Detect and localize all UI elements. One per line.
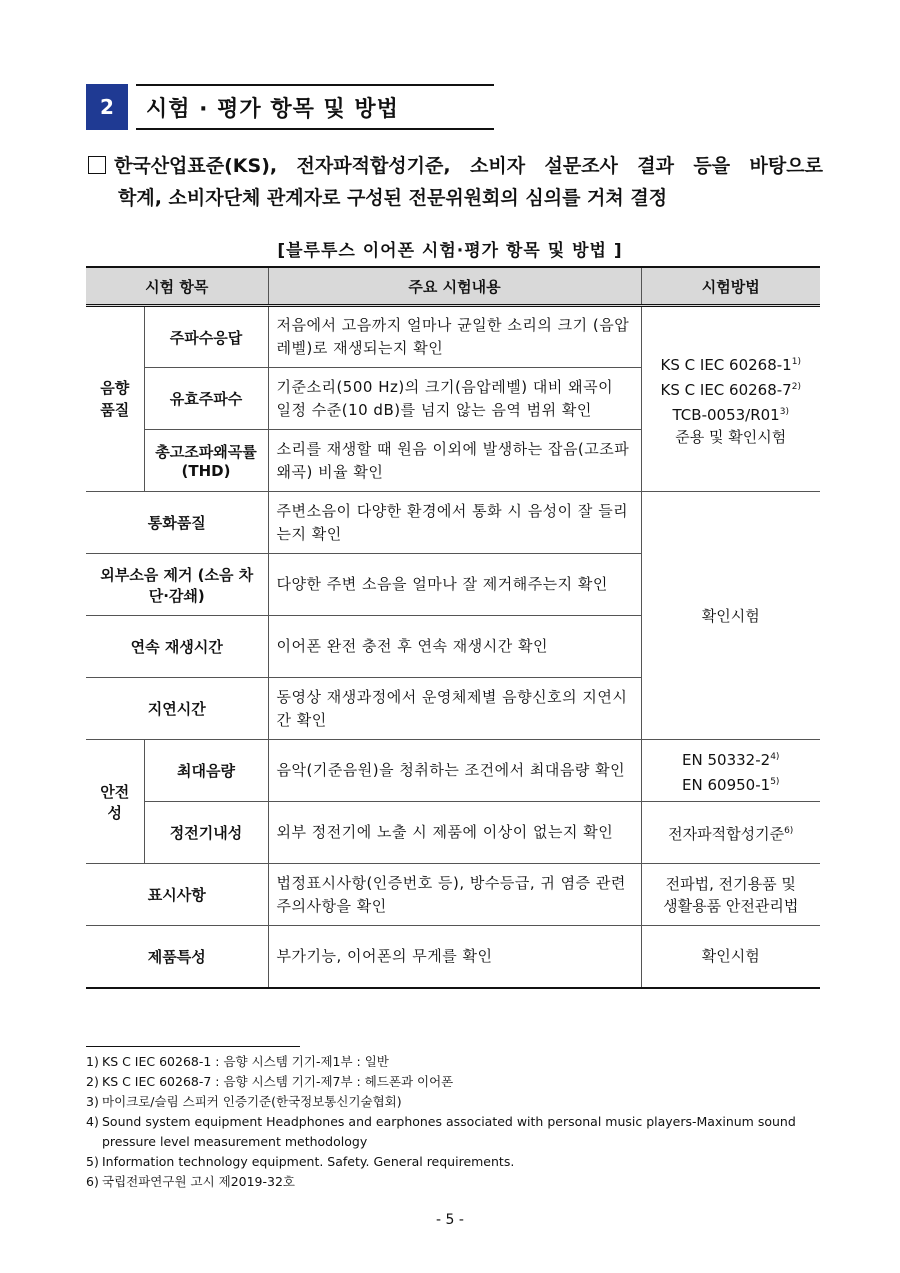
table-row: [86, 492, 820, 554]
row-item: 표시사항: [86, 864, 268, 926]
row-item: 유효주파수: [144, 368, 268, 430]
header-test-method: 시험방법: [641, 267, 820, 306]
section-title-box: [136, 84, 494, 130]
row-content: 음악(기준음원)을 청취하는 조건에서 최대음량 확인: [268, 740, 641, 802]
section-header: [86, 84, 494, 130]
table-row: [86, 926, 820, 988]
intro-paragraph: [88, 150, 823, 214]
row-item: 총고조파왜곡률 (THD): [144, 430, 268, 492]
row-item: 제품특성: [86, 926, 268, 988]
row-item: 외부소음 제거 (소음 차단·감쇄): [86, 554, 268, 616]
table-header-row: [86, 267, 820, 306]
page-number: - 5 -: [436, 1212, 464, 1228]
footnotes: [86, 1052, 820, 1192]
method-confirm-test: 확인시험: [641, 492, 820, 740]
table-caption: [블루투스 이어폰 시험·평가 항목 및 방법 ]: [277, 241, 623, 261]
row-item: 최대음량: [144, 740, 268, 802]
row-content: 다양한 주변 소음을 얼마나 잘 제거해주는지 확인: [268, 554, 641, 616]
footnote: 4) Sound system equipment Headphones and earphones associated with personal music players-Maxinum sound pressure level measurement methodology: [86, 1114, 796, 1149]
header-main-content: 주요 시험내용: [268, 267, 641, 306]
row-content: 동영상 재생과정에서 운영체제별 음향신호의 지연시간 확인: [268, 678, 641, 740]
footnote: 5) Information technology equipment. Safety. General requirements.: [86, 1154, 515, 1169]
footnote-divider: [86, 1046, 300, 1047]
row-content: 법정표시사항(인증번호 등), 방수등급, 귀 염증 관련 주의사항을 확인: [268, 864, 641, 926]
row-content: 외부 정전기에 노출 시 제품에 이상이 없는지 확인: [268, 802, 641, 864]
method-max-volume: EN 50332-2$^{4)}$ EN 60950-1$^{5)}$: [641, 740, 820, 802]
row-item: 연속 재생시간: [86, 616, 268, 678]
header-test-item: 시험 항목: [86, 267, 268, 306]
paragraph-line-1: [88, 150, 823, 182]
row-item: 통화품질: [86, 492, 268, 554]
footnote: 6) 국립전파연구원 고시 제2019-32호: [86, 1174, 296, 1189]
method-labeling: 전파법, 전기용품 및 생활용품 안전관리법: [641, 864, 820, 926]
table-row: [86, 740, 820, 802]
paragraph-word: 바탕으로: [749, 155, 823, 177]
group-sound-quality: 음향 품질: [86, 306, 144, 492]
table-row: [86, 306, 820, 368]
method-esd: 전자파적합성기준$^{6)}$: [641, 802, 820, 864]
footnote: 1) KS C IEC 60268-1 : 음향 시스템 기기-제1부 : 일반: [86, 1054, 389, 1069]
method-product-features: 확인시험: [641, 926, 820, 988]
table-row: [86, 802, 820, 864]
row-item: 정전기내성: [144, 802, 268, 864]
paragraph-word: 소비자: [470, 155, 526, 177]
row-content: 소리를 재생할 때 원음 이외에 발생하는 잡음(고조파 왜곡) 비율 확인: [268, 430, 641, 492]
checkbox-icon: [88, 156, 106, 174]
row-content: 부가기능, 이어폰의 무게를 확인: [268, 926, 641, 988]
footnote: 3) 마이크로/슬림 스피커 인증기준(한국정보통신기술협회): [86, 1094, 402, 1109]
row-content: 이어폰 완전 충전 후 연속 재생시간 확인: [268, 616, 641, 678]
footnote: 2) KS C IEC 60268-7 : 음향 시스템 기기-제7부 : 헤드폰과 이어폰: [86, 1074, 454, 1089]
test-method-table: [86, 266, 820, 989]
method-sound-quality: KS C IEC 60268-1$^{1)}$ KS C IEC 60268-7$^{2)}$ TCB-0053/R01$^{3)}$ 준용 및 확인시험: [641, 306, 820, 492]
table-row: [86, 864, 820, 926]
section-title: 시험 · 평가 항목 및 방법: [146, 96, 399, 122]
row-item: 지연시간: [86, 678, 268, 740]
row-content: 저음에서 고음까지 얼마나 균일한 소리의 크기 (음압레벨)로 재생되는지 확인: [268, 306, 641, 368]
paragraph-word: 설문조사: [544, 155, 618, 177]
section-number: 2: [86, 84, 128, 130]
checkbox-bullet: 한국산업표준(KS),: [88, 150, 277, 182]
paragraph-word: 등을: [693, 155, 731, 177]
paragraph-line-2: 학계, 소비자단체 관계자로 구성된 전문위원회의 심의를 거쳐 결정: [118, 187, 668, 209]
row-item: 주파수응답: [144, 306, 268, 368]
group-safety: 안전성: [86, 740, 144, 864]
row-content: 기준소리(500 Hz)의 크기(음압레벨) 대비 왜곡이 일정 수준(10 dB)를 넘지 않는 음역 범위 확인: [268, 368, 641, 430]
paragraph-word: 전자파적합성기준,: [296, 155, 451, 177]
paragraph-word: 결과: [637, 155, 675, 177]
row-content: 주변소음이 다양한 환경에서 통화 시 음성이 잘 들리는지 확인: [268, 492, 641, 554]
